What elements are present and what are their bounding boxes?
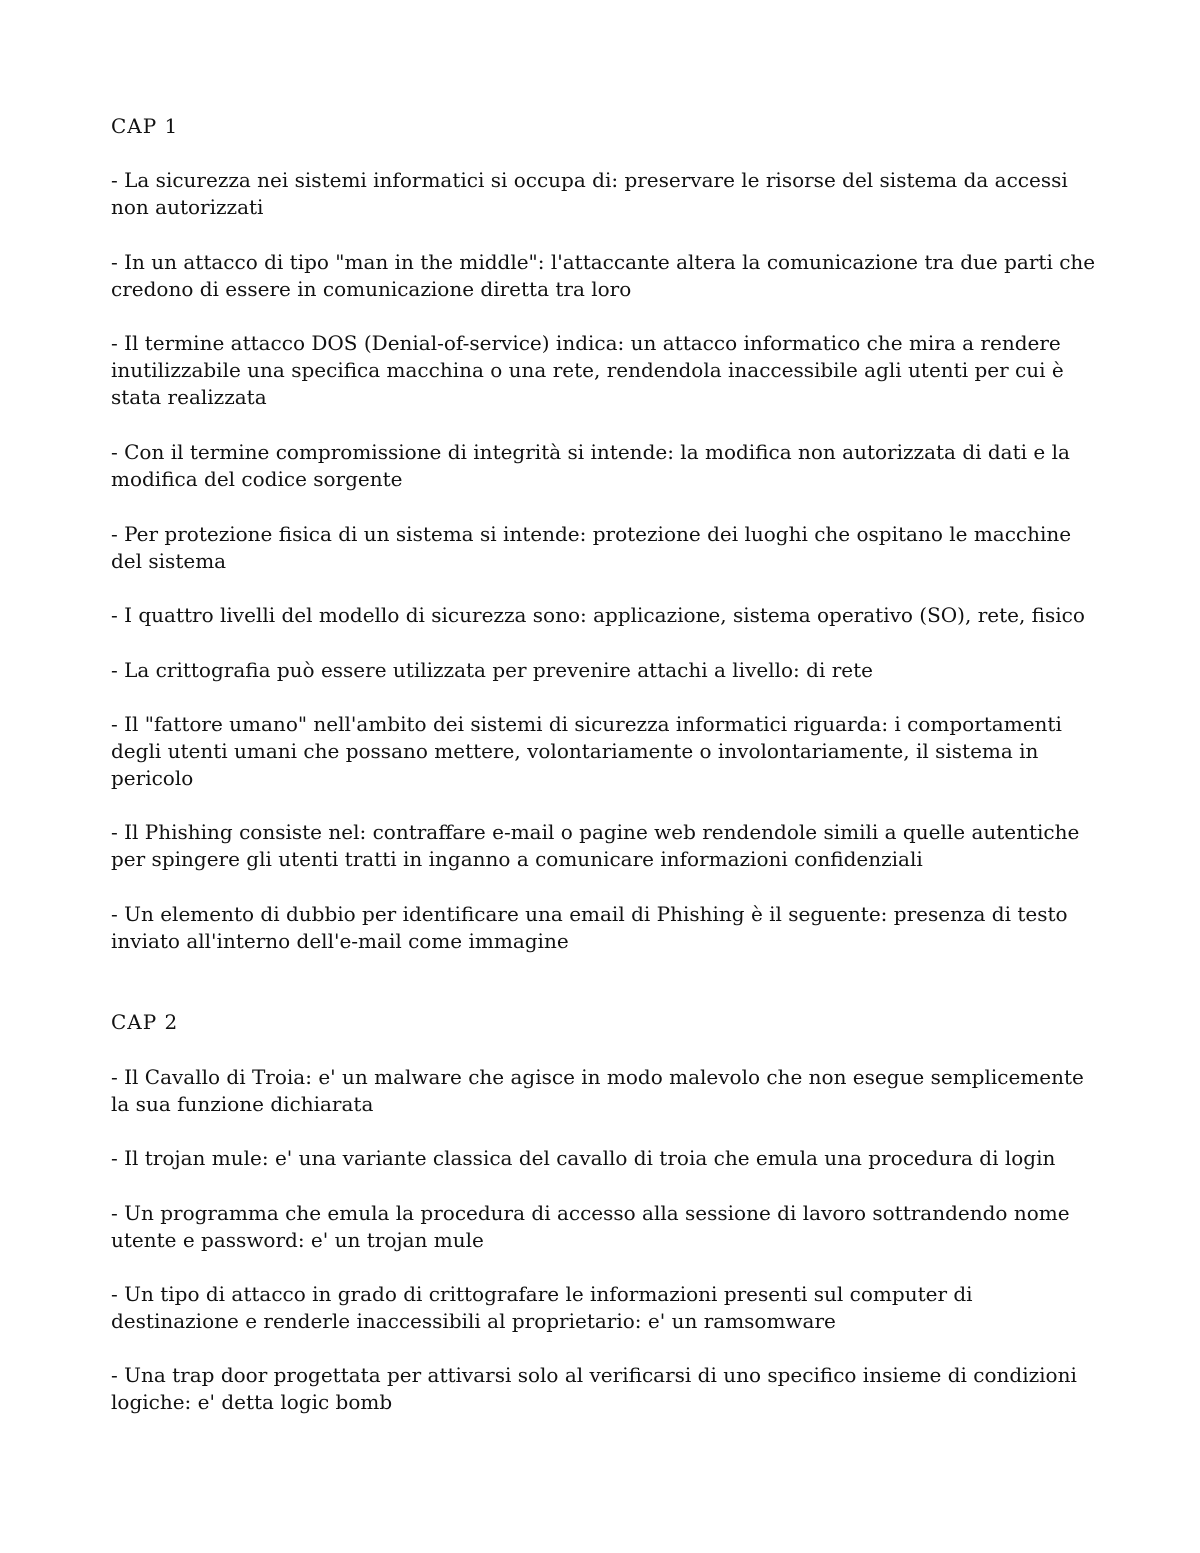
list-item: - In un attacco di tipo "man in the middle": l'attaccante altera la comunicazione tra due parti che credono di essere in comunicazione diretta tra loro — [111, 250, 1096, 301]
section-heading-cap-2: CAP 2 — [111, 1010, 179, 1034]
section-heading-cap-1: CAP 1 — [111, 114, 179, 138]
list-item: - Il termine attacco DOS (Denial-of-service) indica: un attacco informatico che mira a rendere inutilizzabile una specifica macchina o una rete, rendendola inaccessibile agli utenti per cui è stata realizzata — [111, 331, 1064, 409]
list-item: - Un elemento di dubbio per identificare una email di Phishing è il seguente: presenza di testo inviato all'interno dell'e-mail come immagine — [111, 902, 1068, 953]
list-item: - Un programma che emula la procedura di accesso alla sessione di lavoro sottrandendo nome utente e password: e' un trojan mule — [111, 1201, 1070, 1252]
list-item: - Un tipo di attacco in grado di crittografare le informazioni presenti sul computer di destinazione e renderle inaccessibili al proprietario: e' un ramsomware — [111, 1282, 973, 1333]
list-item: - La sicurezza nei sistemi informatici si occupa di: preservare le risorse del sistema da accessi non autorizzati — [111, 168, 1068, 219]
list-item: - Per protezione fisica di un sistema si intende: protezione dei luoghi che ospitano le macchine del sistema — [111, 522, 1072, 573]
document-content — [111, 113, 1096, 1416]
list-item: - La crittografia può essere utilizzata per prevenire attachi a livello: di rete — [111, 658, 873, 682]
list-item: - Con il termine compromissione di integrità si intende: la modifica non autorizzata di dati e la modifica del codice sorgente — [111, 440, 1070, 491]
list-item: - Il "fattore umano" nell'ambito dei sistemi di sicurezza informatici riguarda: i comportamenti degli utenti umani che possano mettere, volontariamente o involontariamente, il sistema in pericolo — [111, 712, 1062, 790]
list-item: - Una trap door progettata per attivarsi solo al verificarsi di uno specifico insieme di condizioni logiche: e' detta logic bomb — [111, 1363, 1077, 1414]
list-item: - I quattro livelli del modello di sicurezza sono: applicazione, sistema operativo (SO), rete, fisico — [111, 603, 1085, 627]
list-item: - Il Phishing consiste nel: contraffare e-mail o pagine web rendendole simili a quelle autentiche per spingere gli utenti tratti in inganno a comunicare informazioni confidenziali — [111, 820, 1080, 871]
list-item: - Il Cavallo di Troia: e' un malware che agisce in modo malevolo che non esegue semplicemente la sua funzione dichiarata — [111, 1065, 1084, 1116]
list-item: - Il trojan mule: e' una variante classica del cavallo di troia che emula una procedura di login — [111, 1146, 1056, 1170]
